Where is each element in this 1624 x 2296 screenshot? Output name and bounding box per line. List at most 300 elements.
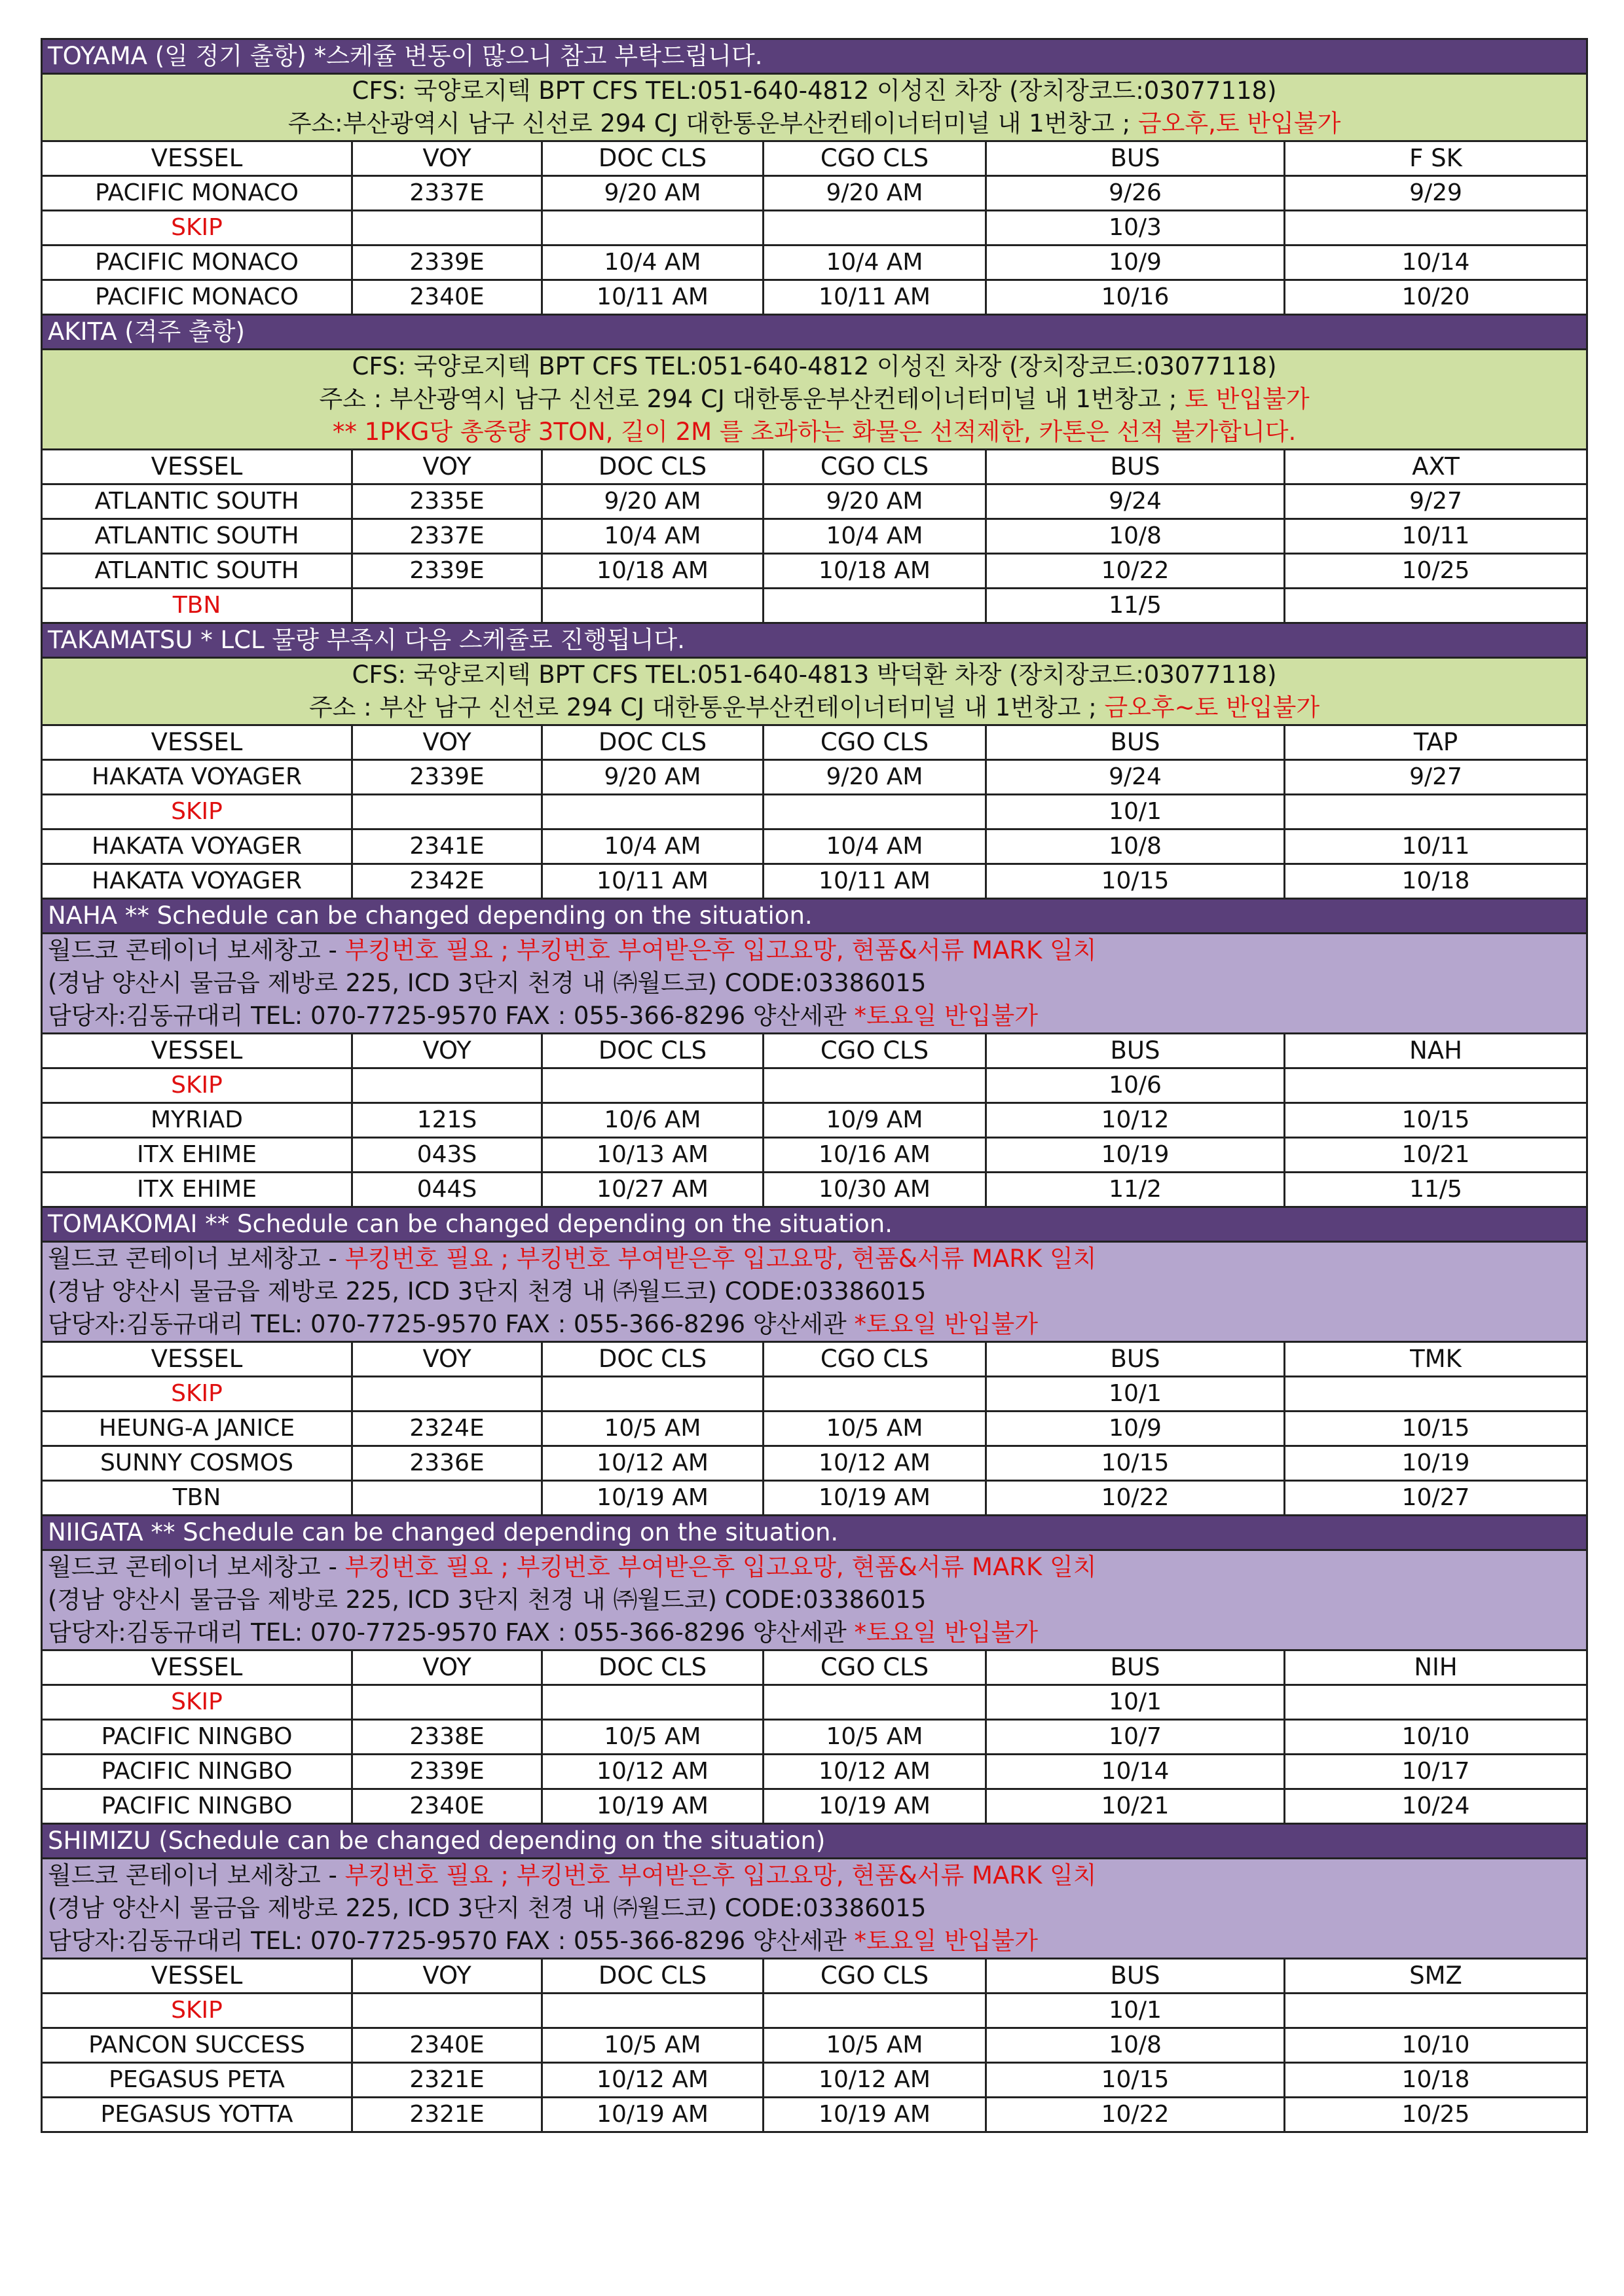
schedule-cell: 10/18 AM: [542, 554, 764, 589]
column-header: DOC CLS: [542, 141, 764, 176]
vessel-cell: ATLANTIC SOUTH: [42, 484, 352, 519]
column-header-row: [42, 1342, 1587, 1377]
schedule-cell: [352, 589, 542, 623]
schedule-cell: [542, 1068, 764, 1103]
schedule-cell: [352, 795, 542, 829]
schedule-row: [42, 1755, 1587, 1789]
column-header: TMK: [1285, 1342, 1587, 1377]
info-alert-text: 부킹번호 필요 ; 부킹번호 부여받은후 입고요망, 현품&서류 MARK 일치: [344, 936, 1097, 964]
column-header: BUS: [986, 1959, 1285, 1994]
column-header: DOC CLS: [542, 1959, 764, 1994]
schedule-cell: 10/12 AM: [542, 2063, 764, 2098]
column-header: VOY: [352, 1342, 542, 1377]
schedule-row: [42, 280, 1587, 315]
vessel-cell: SKIP: [42, 1994, 352, 2028]
schedule-cell: 10/15: [986, 1446, 1285, 1481]
schedule-cell: 9/29: [1285, 176, 1587, 211]
info-row: [42, 1892, 1587, 1925]
column-header: VESSEL: [42, 1959, 352, 1994]
info-line: [42, 1616, 1587, 1650]
column-header: DOC CLS: [542, 1342, 764, 1377]
schedule-cell: 10/6 AM: [542, 1103, 764, 1138]
column-header: VESSEL: [42, 450, 352, 484]
schedule-row: [42, 1068, 1587, 1103]
info-text: CFS: 국양로지텍 BPT CFS TEL:051-640-4812 이성진 차장 (장치장코드:03077118): [352, 77, 1277, 105]
schedule-row: [42, 589, 1587, 623]
schedule-cell: [542, 795, 764, 829]
port-header-row: [42, 1824, 1587, 1859]
column-header: AXT: [1285, 450, 1587, 484]
info-line: [42, 416, 1587, 450]
schedule-row: [42, 211, 1587, 246]
info-line: [42, 1308, 1587, 1342]
schedule-cell: 9/26: [986, 176, 1285, 211]
schedule-row: [42, 519, 1587, 554]
info-row: [42, 107, 1587, 141]
schedule-cell: 2321E: [352, 2098, 542, 2132]
info-line: [42, 74, 1587, 108]
schedule-row: [42, 1481, 1587, 1516]
column-header-row: [42, 141, 1587, 176]
schedule-cell: 10/18: [1285, 2063, 1587, 2098]
schedule-cell: 2342E: [352, 864, 542, 899]
schedule-cell: 10/13 AM: [542, 1138, 764, 1173]
info-row: [42, 1859, 1587, 1893]
schedule-cell: 10/21: [986, 1789, 1285, 1824]
schedule-cell: [764, 795, 986, 829]
schedule-row: [42, 2098, 1587, 2132]
info-text: 담당자:김동규대리 TEL: 070-7725-9570 FAX : 055-366-8296 양산세관: [48, 1618, 855, 1647]
info-row: [42, 1308, 1587, 1342]
schedule-cell: 10/19 AM: [542, 1789, 764, 1824]
schedule-cell: 2337E: [352, 519, 542, 554]
schedule-row: [42, 1994, 1587, 2028]
schedule-cell: 10/22: [986, 554, 1285, 589]
port-title: AKITA (격주 출항): [42, 315, 1587, 350]
schedule-cell: 10/12 AM: [542, 1446, 764, 1481]
info-row: [42, 1275, 1587, 1308]
info-row: [42, 383, 1587, 416]
column-header: CGO CLS: [764, 1342, 986, 1377]
schedule-row: [42, 760, 1587, 795]
schedule-cell: 10/9: [986, 1412, 1285, 1446]
schedule-cell: [764, 1685, 986, 1720]
schedule-cell: 10/11: [1285, 829, 1587, 864]
info-text: CFS: 국양로지텍 BPT CFS TEL:051-640-4813 박덕환 차장 (장치장코드:03077118): [352, 661, 1277, 689]
info-alert-text: 토 반입불가: [1185, 385, 1310, 413]
info-text: (경남 양산시 물금읍 제방로 225, ICD 3단지 천경 내 ㈜월드코) CODE:03386015: [48, 969, 927, 997]
port-title: SHIMIZU (Schedule can be changed depending on the situation): [42, 1824, 1587, 1859]
schedule-cell: 2337E: [352, 176, 542, 211]
schedule-cell: 10/8: [986, 2028, 1285, 2063]
schedule-cell: 9/20 AM: [542, 760, 764, 795]
column-header: NIH: [1285, 1650, 1587, 1685]
info-text: (경남 양산시 물금읍 제방로 225, ICD 3단지 천경 내 ㈜월드코) CODE:03386015: [48, 1894, 927, 1922]
info-line: [42, 1242, 1587, 1276]
schedule-cell: 10/11: [1285, 519, 1587, 554]
schedule-cell: [1285, 589, 1587, 623]
port-header-row: [42, 39, 1587, 74]
schedule-cell: 9/24: [986, 484, 1285, 519]
schedule-cell: 10/12 AM: [542, 1755, 764, 1789]
vessel-cell: PACIFIC NINGBO: [42, 1720, 352, 1755]
schedule-cell: 10/27: [1285, 1481, 1587, 1516]
info-alert-text: *토요일 반입불가: [854, 1002, 1038, 1030]
info-line: [42, 1275, 1587, 1308]
vessel-cell: SKIP: [42, 1377, 352, 1412]
schedule-cell: 10/27 AM: [542, 1173, 764, 1207]
column-header: VESSEL: [42, 1034, 352, 1068]
vessel-cell: ITX EHIME: [42, 1138, 352, 1173]
column-header: BUS: [986, 1034, 1285, 1068]
port-header-row: [42, 315, 1587, 350]
schedule-cell: 10/19: [1285, 1446, 1587, 1481]
schedule-cell: 10/6: [986, 1068, 1285, 1103]
column-header: BUS: [986, 1650, 1285, 1685]
info-row: [42, 1584, 1587, 1616]
info-row: [42, 416, 1587, 450]
info-row: [42, 1000, 1587, 1034]
port-header-row: [42, 623, 1587, 658]
schedule-cell: [352, 1377, 542, 1412]
schedule-cell: 10/15: [986, 2063, 1285, 2098]
vessel-cell: SKIP: [42, 1685, 352, 1720]
vessel-cell: SUNNY COSMOS: [42, 1446, 352, 1481]
schedule-cell: [764, 1994, 986, 2028]
schedule-row: [42, 1789, 1587, 1824]
schedule-cell: [1285, 1994, 1587, 2028]
schedule-cell: 10/18 AM: [764, 554, 986, 589]
schedule-cell: [542, 1994, 764, 2028]
schedule-cell: 10/11 AM: [764, 280, 986, 315]
column-header: CGO CLS: [764, 725, 986, 760]
schedule-row: [42, 829, 1587, 864]
column-header: VOY: [352, 725, 542, 760]
schedule-cell: [542, 211, 764, 246]
port-header-row: [42, 1207, 1587, 1242]
schedule-row: [42, 1685, 1587, 1720]
column-header: VOY: [352, 141, 542, 176]
info-row: [42, 1242, 1587, 1276]
info-alert-text: 부킹번호 필요 ; 부킹번호 부여받은후 입고요망, 현품&서류 MARK 일치: [344, 1553, 1097, 1581]
column-header: CGO CLS: [764, 450, 986, 484]
schedule-cell: [542, 1685, 764, 1720]
vessel-cell: PACIFIC MONACO: [42, 246, 352, 280]
info-alert-text: 부킹번호 필요 ; 부킹번호 부여받은후 입고요망, 현품&서류 MARK 일치: [344, 1245, 1097, 1273]
column-header: CGO CLS: [764, 1034, 986, 1068]
schedule-cell: 2324E: [352, 1412, 542, 1446]
schedule-cell: [1285, 211, 1587, 246]
column-header-row: [42, 725, 1587, 760]
column-header: DOC CLS: [542, 450, 764, 484]
schedule-cell: [764, 1377, 986, 1412]
vessel-cell: PEGASUS YOTTA: [42, 2098, 352, 2132]
vessel-cell: PANCON SUCCESS: [42, 2028, 352, 2063]
schedule-cell: 9/24: [986, 760, 1285, 795]
schedule-row: [42, 1377, 1587, 1412]
schedule-cell: 10/15: [986, 864, 1285, 899]
column-header: BUS: [986, 725, 1285, 760]
schedule-cell: 043S: [352, 1138, 542, 1173]
schedule-row: [42, 246, 1587, 280]
schedule-cell: 10/5 AM: [764, 1412, 986, 1446]
schedule-cell: 10/8: [986, 519, 1285, 554]
schedule-cell: 10/11 AM: [542, 280, 764, 315]
schedule-cell: 10/12 AM: [764, 1755, 986, 1789]
schedule-cell: 10/4 AM: [542, 519, 764, 554]
info-text: 담당자:김동규대리 TEL: 070-7725-9570 FAX : 055-366-8296 양산세관: [48, 1310, 855, 1338]
vessel-cell: ITX EHIME: [42, 1173, 352, 1207]
schedule-cell: [352, 1481, 542, 1516]
schedule-cell: [352, 1994, 542, 2028]
schedule-cell: 10/25: [1285, 2098, 1587, 2132]
info-row: [42, 934, 1587, 968]
column-header: VOY: [352, 1034, 542, 1068]
info-row: [42, 1925, 1587, 1959]
info-alert-text: *토요일 반입불가: [854, 1618, 1038, 1647]
schedule-cell: 2340E: [352, 2028, 542, 2063]
schedule-cell: 10/11 AM: [542, 864, 764, 899]
schedule-cell: 10/1: [986, 1685, 1285, 1720]
schedule-row: [42, 484, 1587, 519]
info-row: [42, 350, 1587, 384]
schedule-cell: 10/4 AM: [542, 246, 764, 280]
info-text: 주소 : 부산 남구 신선로 294 CJ 대한통운부산컨테이너터미널 내 1번창고 ;: [308, 693, 1105, 721]
schedule-cell: 2336E: [352, 1446, 542, 1481]
schedule-cell: 10/22: [986, 1481, 1285, 1516]
info-text: 월드코 콘테이너 보세창고 -: [48, 936, 345, 964]
schedule-cell: 10/19 AM: [764, 2098, 986, 2132]
schedule-cell: 10/21: [1285, 1138, 1587, 1173]
schedule-row: [42, 1446, 1587, 1481]
info-line: [42, 1550, 1587, 1584]
schedule-cell: 11/5: [1285, 1173, 1587, 1207]
schedule-cell: 10/15: [1285, 1412, 1587, 1446]
schedule-cell: 10/19: [986, 1138, 1285, 1173]
info-text: 주소 : 부산광역시 남구 신선로 294 CJ 대한통운부산컨테이너터미널 내 1번창고 ;: [319, 385, 1185, 413]
column-header: DOC CLS: [542, 725, 764, 760]
info-line: [42, 107, 1587, 141]
schedule-row: [42, 1138, 1587, 1173]
schedule-cell: [764, 1068, 986, 1103]
schedule-cell: 9/20 AM: [542, 484, 764, 519]
column-header: VESSEL: [42, 1342, 352, 1377]
column-header: VOY: [352, 1650, 542, 1685]
port-title: TOMAKOMAI ** Schedule can be changed depending on the situation.: [42, 1207, 1587, 1242]
column-header-row: [42, 450, 1587, 484]
info-line: [42, 934, 1587, 968]
schedule-cell: 10/5 AM: [764, 1720, 986, 1755]
column-header: VOY: [352, 450, 542, 484]
schedule-row: [42, 176, 1587, 211]
vessel-cell: SKIP: [42, 1068, 352, 1103]
schedule-cell: 10/24: [1285, 1789, 1587, 1824]
schedule-cell: 10/7: [986, 1720, 1285, 1755]
info-line: [42, 1000, 1587, 1034]
schedule-cell: 10/19 AM: [764, 1789, 986, 1824]
schedule-cell: [542, 589, 764, 623]
info-alert-text: ** 1PKG당 총중량 3TON, 길이 2M 를 초과하는 화물은 선적제한, 카톤은 선적 불가합니다.: [332, 418, 1297, 446]
column-header: DOC CLS: [542, 1034, 764, 1068]
schedule-table: [41, 38, 1588, 2133]
schedule-cell: 044S: [352, 1173, 542, 1207]
schedule-cell: 10/4 AM: [764, 829, 986, 864]
port-title: NAHA ** Schedule can be changed depending on the situation.: [42, 899, 1587, 934]
schedule-cell: 10/30 AM: [764, 1173, 986, 1207]
info-text: 주소:부산광역시 남구 신선로 294 CJ 대한통운부산컨테이너터미널 내 1번창고 ;: [287, 109, 1138, 137]
schedule-cell: 10/10: [1285, 1720, 1587, 1755]
schedule-cell: 9/20 AM: [764, 176, 986, 211]
schedule-row: [42, 1103, 1587, 1138]
column-header: VOY: [352, 1959, 542, 1994]
vessel-cell: PACIFIC NINGBO: [42, 1755, 352, 1789]
schedule-cell: 121S: [352, 1103, 542, 1138]
schedule-cell: 10/22: [986, 2098, 1285, 2132]
column-header: VESSEL: [42, 141, 352, 176]
schedule-cell: 10/12: [986, 1103, 1285, 1138]
schedule-cell: 10/8: [986, 829, 1285, 864]
schedule-cell: 9/20 AM: [764, 760, 986, 795]
info-line: [42, 350, 1587, 384]
schedule-cell: 2339E: [352, 246, 542, 280]
info-row: [42, 1550, 1587, 1584]
schedule-cell: [1285, 1377, 1587, 1412]
schedule-cell: 9/27: [1285, 760, 1587, 795]
vessel-cell: SKIP: [42, 795, 352, 829]
schedule-cell: 10/17: [1285, 1755, 1587, 1789]
column-header-row: [42, 1959, 1587, 1994]
schedule-cell: 2340E: [352, 280, 542, 315]
schedule-cell: 2339E: [352, 1755, 542, 1789]
schedule-cell: 2335E: [352, 484, 542, 519]
column-header: SMZ: [1285, 1959, 1587, 1994]
vessel-cell: PACIFIC NINGBO: [42, 1789, 352, 1824]
schedule-sheet: [41, 38, 1586, 2133]
schedule-cell: 2339E: [352, 554, 542, 589]
schedule-cell: 2341E: [352, 829, 542, 864]
vessel-cell: TBN: [42, 1481, 352, 1516]
schedule-cell: 10/16 AM: [764, 1138, 986, 1173]
schedule-cell: 10/16: [986, 280, 1285, 315]
info-alert-text: *토요일 반입불가: [854, 1310, 1038, 1338]
schedule-cell: [1285, 1685, 1587, 1720]
port-title: TOYAMA (일 정기 출항) *스케쥴 변동이 많으니 참고 부탁드립니다.: [42, 39, 1587, 74]
schedule-cell: 10/5 AM: [542, 1412, 764, 1446]
column-header: NAH: [1285, 1034, 1587, 1068]
info-alert-text: 금오후,토 반입불가: [1137, 109, 1341, 137]
column-header: BUS: [986, 1342, 1285, 1377]
schedule-cell: 10/12 AM: [764, 1446, 986, 1481]
vessel-cell: PEGASUS PETA: [42, 2063, 352, 2098]
column-header: F SK: [1285, 141, 1587, 176]
vessel-cell: PACIFIC MONACO: [42, 176, 352, 211]
schedule-body: [42, 39, 1587, 2132]
info-line: [42, 1892, 1587, 1925]
schedule-cell: [764, 211, 986, 246]
schedule-cell: 10/5 AM: [542, 2028, 764, 2063]
schedule-cell: 10/15: [1285, 1103, 1587, 1138]
schedule-cell: 10/9 AM: [764, 1103, 986, 1138]
schedule-cell: 9/20 AM: [542, 176, 764, 211]
vessel-cell: ATLANTIC SOUTH: [42, 554, 352, 589]
column-header: VESSEL: [42, 1650, 352, 1685]
schedule-cell: 2339E: [352, 760, 542, 795]
schedule-row: [42, 2028, 1587, 2063]
info-row: [42, 658, 1587, 692]
schedule-cell: 10/5 AM: [764, 2028, 986, 2063]
column-header: TAP: [1285, 725, 1587, 760]
info-line: [42, 1925, 1587, 1959]
info-row: [42, 74, 1587, 108]
vessel-cell: HAKATA VOYAGER: [42, 829, 352, 864]
info-line: [42, 1584, 1587, 1616]
info-text: 월드코 콘테이너 보세창고 -: [48, 1553, 345, 1581]
schedule-cell: 10/1: [986, 795, 1285, 829]
schedule-cell: 10/9: [986, 246, 1285, 280]
column-header: BUS: [986, 141, 1285, 176]
column-header: VESSEL: [42, 725, 352, 760]
schedule-cell: 9/27: [1285, 484, 1587, 519]
schedule-cell: [1285, 795, 1587, 829]
info-line: [42, 383, 1587, 416]
schedule-cell: 10/4 AM: [542, 829, 764, 864]
port-title: NIIGATA ** Schedule can be changed depending on the situation.: [42, 1516, 1587, 1550]
schedule-cell: 10/19 AM: [542, 1481, 764, 1516]
schedule-cell: [352, 211, 542, 246]
schedule-cell: 2321E: [352, 2063, 542, 2098]
schedule-cell: 11/2: [986, 1173, 1285, 1207]
schedule-row: [42, 864, 1587, 899]
column-header: CGO CLS: [764, 1959, 986, 1994]
info-row: [42, 1616, 1587, 1650]
schedule-cell: 9/20 AM: [764, 484, 986, 519]
vessel-cell: SKIP: [42, 211, 352, 246]
info-row: [42, 691, 1587, 725]
schedule-row: [42, 795, 1587, 829]
schedule-cell: 10/10: [1285, 2028, 1587, 2063]
info-text: 월드코 콘테이너 보세창고 -: [48, 1245, 345, 1273]
column-header-row: [42, 1650, 1587, 1685]
info-text: CFS: 국양로지텍 BPT CFS TEL:051-640-4812 이성진 차장 (장치장코드:03077118): [352, 352, 1277, 380]
schedule-cell: 10/25: [1285, 554, 1587, 589]
info-line: [42, 658, 1587, 692]
info-text: (경남 양산시 물금읍 제방로 225, ICD 3단지 천경 내 ㈜월드코) CODE:03386015: [48, 1277, 927, 1305]
info-alert-text: *토요일 반입불가: [854, 1927, 1038, 1955]
schedule-cell: 2338E: [352, 1720, 542, 1755]
schedule-cell: 10/12 AM: [764, 2063, 986, 2098]
port-header-row: [42, 1516, 1587, 1550]
schedule-row: [42, 1412, 1587, 1446]
schedule-cell: [352, 1068, 542, 1103]
column-header: CGO CLS: [764, 1650, 986, 1685]
schedule-cell: 10/11 AM: [764, 864, 986, 899]
info-alert-text: 금오후~토 반입불가: [1104, 693, 1320, 721]
column-header: CGO CLS: [764, 141, 986, 176]
vessel-cell: HAKATA VOYAGER: [42, 864, 352, 899]
schedule-cell: 10/1: [986, 1377, 1285, 1412]
schedule-cell: 11/5: [986, 589, 1285, 623]
schedule-cell: 10/3: [986, 211, 1285, 246]
info-text: (경남 양산시 물금읍 제방로 225, ICD 3단지 천경 내 ㈜월드코) CODE:03386015: [48, 1586, 927, 1614]
port-header-row: [42, 899, 1587, 934]
schedule-cell: 10/4 AM: [764, 519, 986, 554]
schedule-cell: [764, 589, 986, 623]
vessel-cell: HAKATA VOYAGER: [42, 760, 352, 795]
schedule-cell: 10/20: [1285, 280, 1587, 315]
info-alert-text: 부킹번호 필요 ; 부킹번호 부여받은후 입고요망, 현품&서류 MARK 일치: [344, 1861, 1097, 1889]
schedule-cell: 10/19 AM: [542, 2098, 764, 2132]
info-text: 월드코 콘테이너 보세창고 -: [48, 1861, 345, 1889]
